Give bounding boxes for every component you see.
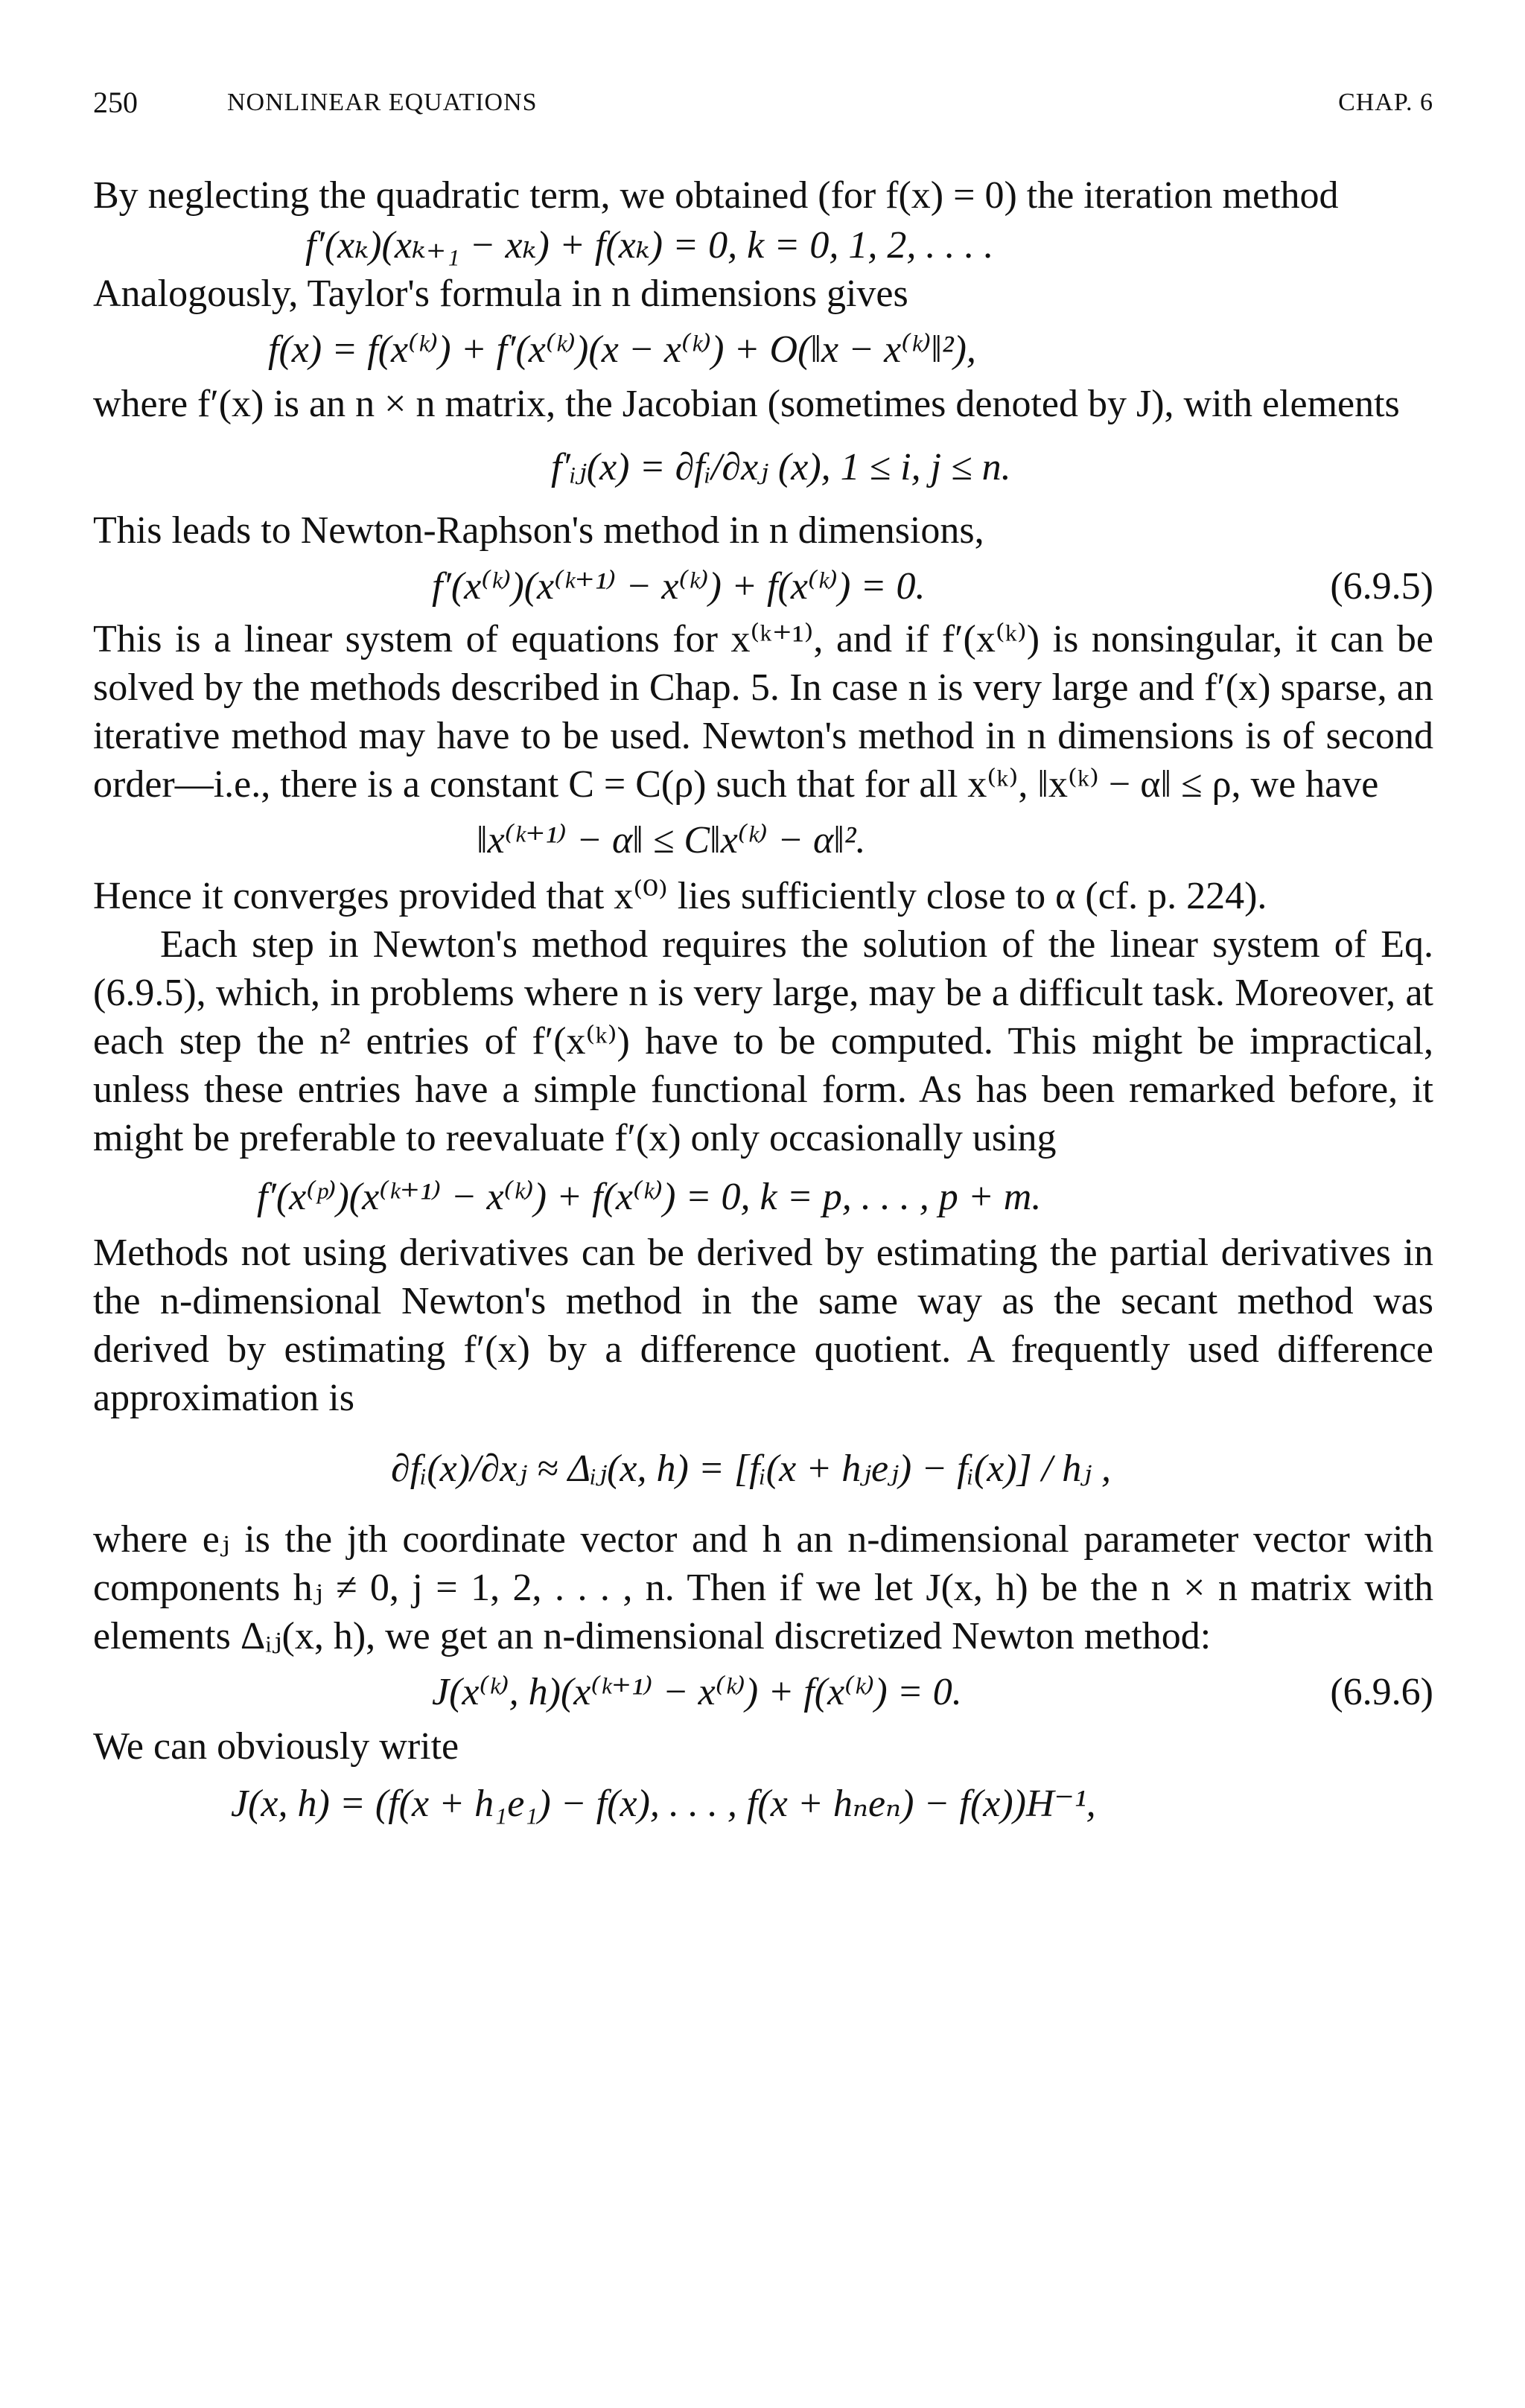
equation: f′ᵢⱼ(x) = ∂fᵢ/∂xⱼ (x), 1 ≤ i, j ≤ n.: [551, 446, 1011, 488]
paragraph: where f′(x) is an n × n matrix, the Jacobian (sometimes denoted by J), with elements: [93, 383, 1400, 425]
equation-number: (6.9.5): [1330, 565, 1433, 608]
paragraph: This is a linear system of equations for x⁽ᵏ⁺¹⁾, and if f′(x⁽ᵏ⁾) is nonsingular, it can be solved by the methods described in Chap. 5. In case n is very large and f′(x) sparse, an iterative method may have to be used. Newton's method in n dimensions is of second order—i.e., there is a constant C = C(ρ) such that for all x⁽ᵏ⁾, ‖x⁽ᵏ⁾ − α‖ ≤ ρ, we have: [93, 618, 1433, 806]
page-body: [93, 171, 1433, 1828]
equation-number: (6.9.6): [1330, 1671, 1433, 1713]
paragraph: This leads to Newton-Raphson's method in n dimensions,: [93, 509, 984, 552]
equation: f′(xₖ)(xₖ₊₁ − xₖ) + f(xₖ) = 0, k = 0, 1, 2, . . . .: [305, 224, 994, 267]
equation: f′(x⁽ᵖ⁾)(x⁽ᵏ⁺¹⁾ − x⁽ᵏ⁾) + f(x⁽ᵏ⁾) = 0, k = p, . . . , p + m.: [257, 1176, 1042, 1218]
equation: J(x, h) = (f(x + h₁e₁) − f(x), . . . , f(x + hₙeₙ) − f(x))H⁻¹,: [231, 1783, 1096, 1825]
paragraph: By neglecting the quadratic term, we obtained (for f(x) = 0) the iteration method: [93, 174, 1339, 217]
paragraph: Methods not using derivatives can be derived by estimating the partial derivatives in the n-dimensional Newton's method in the same way as the secant method was derived by estimating f′(x) by a difference quotient. A frequently used difference approximation is: [93, 1232, 1433, 1419]
equation-6-9-6: [93, 1668, 1433, 1716]
equation-6-9-5: [93, 562, 1433, 611]
running-title: NONLINEAR EQUATIONS: [227, 89, 538, 116]
equation: f(x) = f(x⁽ᵏ⁾) + f′(x⁽ᵏ⁾)(x − x⁽ᵏ⁾) + O(‖x − x⁽ᵏ⁾‖²),: [268, 328, 976, 371]
chapter-label: CHAP. 6: [1338, 89, 1433, 116]
paragraph: Hence it converges provided that x⁽⁰⁾ lies sufficiently close to α (cf. p. 224).: [93, 875, 1267, 917]
paragraph: We can obviously write: [93, 1725, 459, 1768]
equation: ‖x⁽ᵏ⁺¹⁾ − α‖ ≤ C‖x⁽ᵏ⁾ − α‖².: [477, 819, 866, 861]
equation: ∂fᵢ(x)/∂xⱼ ≈ Δᵢⱼ(x, h) = [fᵢ(x + hⱼeⱼ) − fᵢ(x)] / hⱼ ,: [391, 1447, 1112, 1490]
paragraph: Each step in Newton's method requires the solution of the linear system of Eq. (6.9.5), which, in problems where n is very large, may be a difficult task. Moreover, at each step the n² entries of f′(x⁽ᵏ⁾) have to be computed. This might be impractical, unless these entries have a simple functional form. As has been remarked before, it might be preferable to reevaluate f′(x) only occasionally using: [93, 923, 1433, 1159]
equation-body: f′(x⁽ᵏ⁾)(x⁽ᵏ⁺¹⁾ − x⁽ᵏ⁾) + f(x⁽ᵏ⁾) = 0.: [432, 565, 926, 608]
paragraph: where eⱼ is the jth coordinate vector and h an n-dimensional parameter vector with components hⱼ ≠ 0, j = 1, 2, . . . , n. Then if we let J(x, h) be the n × n matrix with elements Δᵢⱼ(x, h), we get an n-dimensional discretized Newton method:: [93, 1518, 1433, 1657]
paragraph: Analogously, Taylor's formula in n dimensions gives: [93, 273, 908, 315]
page-number: 250: [93, 86, 138, 119]
equation-body: J(x⁽ᵏ⁾, h)(x⁽ᵏ⁺¹⁾ − x⁽ᵏ⁾) + f(x⁽ᵏ⁾) = 0.: [432, 1671, 962, 1713]
